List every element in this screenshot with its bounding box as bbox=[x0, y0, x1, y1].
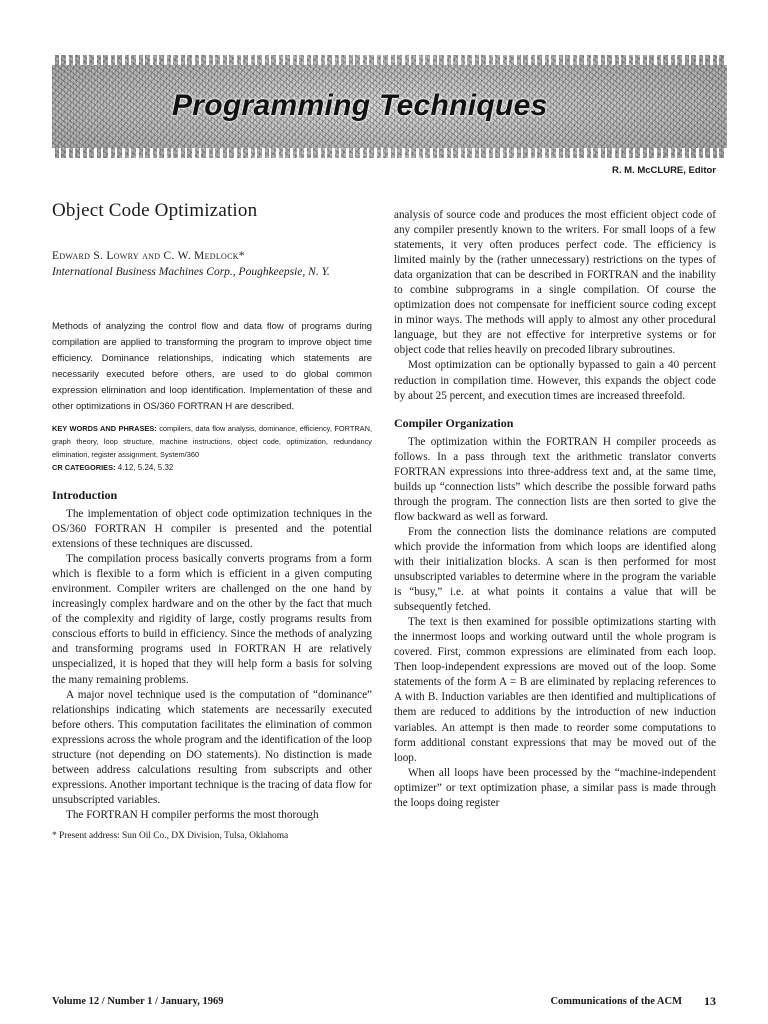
section-banner bbox=[52, 55, 727, 158]
author-footnote: * Present address: Sun Oil Co., DX Division, Tulsa, Oklahoma bbox=[52, 830, 289, 841]
editor-credit: R. M. McCLURE, Editor bbox=[612, 165, 716, 176]
right-paragraph-3: The optimization within the FORTRAN H compiler proceeds as follows. In a pass through text the arithmetic translator converts FORTRAN expressions into three-address text and, at the same time, builds up “connection lists” which describe the possible forward paths through the program. The connection lists are then sorted to give the flow backward as well as forward. bbox=[394, 435, 716, 523]
abstract: Methods of analyzing the control flow and data flow of programs during compilation are applied to transforming the program to improve object time efficiency. Dominance relationships, indicating which statements are necessarily executed before others, are used to do global common expression elimination and loop identification. Implementation of these and other optimizations in OS/360 FORTRAN H are described. bbox=[52, 320, 372, 411]
footer-volume: Volume 12 / Number 1 / January, 1969 bbox=[52, 996, 224, 1007]
banner-title: Programming Techniques bbox=[172, 89, 548, 122]
right-paragraph-4: From the connection lists the dominance relations are computed which provide the information from which loops are identified along with their initialization blocks. A scan is then performed for most unsubscripted variables to determine where in the program the variable is “busy,” i.e. at what points it contains a value that will be subsequently fetched. bbox=[394, 525, 716, 614]
right-paragraph-1: analysis of source code and produces the most efficient object code of any compiler presently known to the writers. For small loops of a few statements, it very often produces perfect code. The efficiency is limited mainly by the (rather unnecessary) restrictions on the types of data organization that can be described in FORTRAN and the inability to combine subprograms in a single compilation. Of course the optimization does not compensate for inefficient source coding except in minor ways. The methods will apply to almost any other procedural language, but they are not effective for interpretive systems or for object code that relies heavily on precoded library subroutines. bbox=[394, 209, 716, 357]
right-column bbox=[394, 208, 716, 811]
right-paragraph-6: When all loops have been processed by the “machine-independent optimizer” or text optimization phase, a similar pass is made through the loops doing register bbox=[394, 766, 716, 809]
keywords bbox=[52, 422, 372, 461]
intro-paragraph-1: The implementation of object code optimization techniques in the OS/360 FORTRAN H compiler is presented and the potential extensions of these techniques are discussed. bbox=[52, 508, 372, 551]
banner-edge-bottom bbox=[52, 148, 727, 158]
page-number: 13 bbox=[704, 994, 716, 1008]
cr-categories-values: 4.12, 5.24, 5.32 bbox=[117, 463, 174, 472]
intro-paragraph-2: The compilation process basically converts programs from a form which is flexible to a form which is efficient in a given computing environment. Compiler writers are challenged on the one hand by increasingly complex hardware and on the other by the fact that much of the complexity and rigidity of large, costly programs results from conscious efforts to build in efficiency. Since the methods of analyzing and transforming programs used in FORTRAN H are relatively unspecialized, it is hoped that they will help form a basis for solving the many remaining problems. bbox=[52, 553, 372, 686]
banner-edge-top bbox=[52, 55, 727, 65]
intro-paragraph-3: A major novel technique used is the computation of “dominance” relationships indicating which statements are necessarily executed before others. This computation facilitates the elimination of common expressions across the whole program and the identification of the loop structure (not depending on DO statements). No distinction is made between address calculations resulting from subscripts and other expressions. Another important technique is the tracing of data flow for unsubscripted variables. bbox=[52, 688, 372, 806]
left-column bbox=[52, 200, 372, 841]
cr-categories-label: CR CATEGORIES: bbox=[52, 463, 116, 472]
section-heading-introduction: Introduction bbox=[52, 488, 118, 502]
footer-journal: Communications of the ACM bbox=[550, 996, 682, 1007]
keywords-text: compilers, data flow analysis, dominance, efficiency, FORTRAN, graph theory, loop structure, machine instructions, object code, optimization, redundancy elimination, register assignment, System/360 bbox=[52, 424, 372, 459]
section-heading-compiler-organization: Compiler Organization bbox=[394, 415, 514, 430]
article-affiliation: International Business Machines Corp., Poughkeepsie, N. Y. bbox=[52, 266, 330, 278]
keywords-label: KEY WORDS AND PHRASES: bbox=[52, 424, 157, 433]
right-paragraph-5: The text is then examined for possible optimizations starting with the innermost loops and working outward until the whole program is covered. First, common expressions are eliminated from each loop. Then loop-independent expressions are moved out of the loop. Some statements of the form A = B are eliminated by replacing references to A with B. Induction variables are then identified and multiplications of them are reduced to additions by the introduction of new induction variables. An attempt is then made to reorder some computations to form additional constant expressions that may be moved out of the loop. bbox=[394, 616, 716, 764]
right-paragraph-2: Most optimization can be optionally bypassed to gain a 40 percent reduction in compilation time. However, this expands the object code by about 25 percent, and execution times are increased threefold. bbox=[394, 359, 716, 402]
article-title: Object Code Optimization bbox=[52, 200, 258, 221]
article-authors: Edward S. Lowry and C. W. Medlock* bbox=[52, 250, 245, 262]
cr-categories bbox=[52, 461, 372, 474]
intro-paragraph-4: The FORTRAN H compiler performs the most thorough bbox=[66, 808, 319, 821]
